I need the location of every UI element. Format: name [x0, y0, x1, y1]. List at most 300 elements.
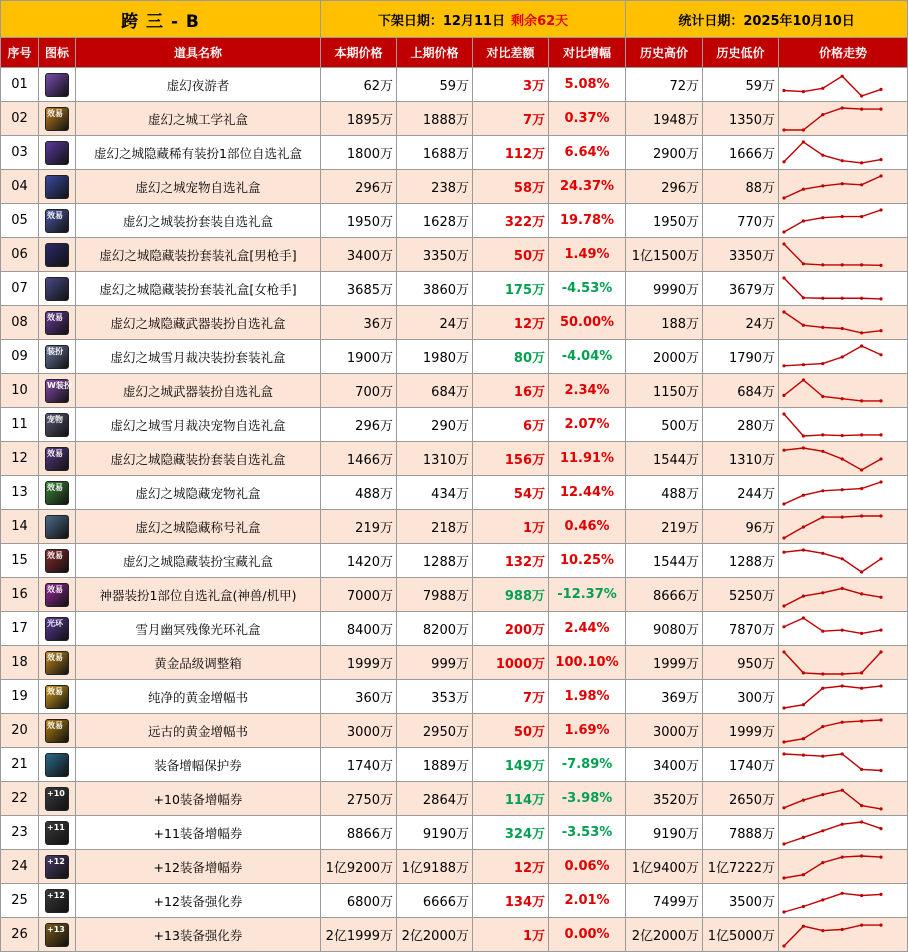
- row-number: 05: [1, 204, 39, 238]
- trend-line: [784, 176, 881, 198]
- trend-point: [841, 788, 844, 791]
- item-icon-cell: [39, 102, 76, 136]
- item-name: 虚幻之城隐藏武器装扮自选礼盒: [76, 306, 321, 340]
- icon-caption: +13: [47, 924, 65, 934]
- table-row: [1, 612, 908, 646]
- trend-line: [784, 346, 881, 366]
- trend-point: [841, 263, 844, 266]
- trend-point: [802, 873, 805, 876]
- trend-point: [879, 768, 882, 771]
- row-number: 19: [1, 680, 39, 714]
- armor-chest-icon: [45, 243, 69, 267]
- row-number: 13: [1, 476, 39, 510]
- price-diff: 80万: [473, 340, 549, 374]
- history-low: 3679万: [703, 272, 779, 306]
- price-diff: 1万: [473, 510, 549, 544]
- trend-point: [821, 754, 824, 757]
- table-row: [1, 68, 908, 102]
- trend-line: [784, 76, 881, 96]
- item-icon-cell: [39, 748, 76, 782]
- trend-point: [841, 488, 844, 491]
- row-number: 11: [1, 408, 39, 442]
- trend-point: [821, 216, 824, 219]
- trend-sparkline: [779, 850, 908, 884]
- trend-point: [802, 446, 805, 449]
- trend-chart: [781, 207, 904, 235]
- change-percent: 10.25%: [549, 544, 626, 578]
- history-high: 1948万: [626, 102, 703, 136]
- previous-price: 353万: [397, 680, 473, 714]
- trend-point: [841, 457, 844, 460]
- row-number: 17: [1, 612, 39, 646]
- icon-caption: 效易: [47, 652, 63, 662]
- trend-point: [802, 904, 805, 907]
- delist-info: [321, 1, 626, 38]
- item-name: 神器装扮1部位自选礼盒(神兽/机甲): [76, 578, 321, 612]
- item-name: 装备增幅保护券: [76, 748, 321, 782]
- col-previous-price: 上期价格: [397, 38, 473, 68]
- trend-point: [821, 672, 824, 675]
- trend-point: [841, 855, 844, 858]
- current-price: 296万: [321, 408, 397, 442]
- trend-point: [841, 672, 844, 675]
- row-number: 18: [1, 646, 39, 680]
- table-row: [1, 238, 908, 272]
- row-number: 07: [1, 272, 39, 306]
- row-number: 15: [1, 544, 39, 578]
- item-icon-cell: [39, 816, 76, 850]
- price-diff: 200万: [473, 612, 549, 646]
- trend-point: [802, 187, 805, 190]
- previous-price: 1889万: [397, 748, 473, 782]
- item-name: +10装备增幅券: [76, 782, 321, 816]
- item-name: 虚幻之城雪月裁决宠物自选礼盒: [76, 408, 321, 442]
- trend-point: [879, 892, 882, 895]
- item-icon-cell: [39, 408, 76, 442]
- change-percent: 2.44%: [549, 612, 626, 646]
- trend-point: [841, 557, 844, 560]
- trend-point: [879, 107, 882, 110]
- current-price: 1亿9200万: [321, 850, 397, 884]
- trend-chart: [781, 139, 904, 167]
- trend-point: [821, 591, 824, 594]
- previous-price: 684万: [397, 374, 473, 408]
- remaining-days: 剩余62天: [511, 13, 569, 29]
- col-no: 序号: [1, 38, 39, 68]
- trend-point: [860, 592, 863, 595]
- trend-chart: [781, 785, 904, 813]
- trend-point: [860, 433, 863, 436]
- trend-point: [879, 399, 882, 402]
- trend-point: [821, 793, 824, 796]
- trend-point: [841, 752, 844, 755]
- row-number: 20: [1, 714, 39, 748]
- trend-point: [821, 449, 824, 452]
- row-number: 23: [1, 816, 39, 850]
- server-title: 跨 三 - B: [1, 1, 321, 38]
- history-high: 2亿2000万: [626, 918, 703, 952]
- trend-point: [841, 586, 844, 589]
- col-trend: 价格走势: [779, 38, 908, 68]
- row-number: 08: [1, 306, 39, 340]
- current-price: 2亿1999万: [321, 918, 397, 952]
- table-row: [1, 510, 908, 544]
- previous-price: 3350万: [397, 238, 473, 272]
- trend-point: [821, 86, 824, 89]
- trend-point: [821, 861, 824, 864]
- item-name: 虚幻之城隐藏宠物礼盒: [76, 476, 321, 510]
- trend-line: [784, 754, 881, 771]
- previous-price: 3860万: [397, 272, 473, 306]
- table-row: [1, 476, 908, 510]
- trend-point: [802, 835, 805, 838]
- trend-point: [821, 515, 824, 518]
- trend-point: [821, 362, 824, 365]
- change-percent: 1.49%: [549, 238, 626, 272]
- trend-point: [860, 686, 863, 689]
- trend-point: [782, 604, 785, 607]
- table-row: [1, 884, 908, 918]
- trend-point: [879, 297, 882, 300]
- table-row: [1, 850, 908, 884]
- history-high: 9080万: [626, 612, 703, 646]
- trend-point: [860, 631, 863, 634]
- stat-label: 统计日期：: [678, 13, 744, 29]
- change-percent: -4.53%: [549, 272, 626, 306]
- trend-point: [802, 90, 805, 93]
- trend-point: [821, 829, 824, 832]
- trend-chart: [781, 343, 904, 371]
- item-name: 虚幻之城宠物自选礼盒: [76, 170, 321, 204]
- icon-caption: 效易: [47, 448, 63, 458]
- item-name: +12装备强化券: [76, 884, 321, 918]
- trend-point: [841, 628, 844, 631]
- stat-date: 2025年10月10日: [743, 13, 855, 29]
- trend-line: [784, 925, 881, 946]
- history-high: 500万: [626, 408, 703, 442]
- icon-caption: +11: [47, 822, 65, 832]
- item-name: +12装备增幅券: [76, 850, 321, 884]
- item-icon-cell: [39, 204, 76, 238]
- previous-price: 238万: [397, 170, 473, 204]
- trend-chart: [781, 445, 904, 473]
- table-row: [1, 170, 908, 204]
- history-low: 1740万: [703, 748, 779, 782]
- change-percent: -3.98%: [549, 782, 626, 816]
- price-diff: 112万: [473, 136, 549, 170]
- trend-point: [860, 263, 863, 266]
- trend-sparkline: [779, 136, 908, 170]
- item-icon-cell: [39, 136, 76, 170]
- stat-info: [626, 1, 908, 38]
- change-percent: 0.00%: [549, 918, 626, 952]
- protection-ticket-icon: [45, 753, 69, 777]
- previous-price: 1628万: [397, 204, 473, 238]
- table-row: [1, 306, 908, 340]
- trend-point: [821, 686, 824, 689]
- trend-sparkline: [779, 68, 908, 102]
- change-percent: -7.89%: [549, 748, 626, 782]
- trend-line: [784, 278, 881, 299]
- trend-sparkline: [779, 680, 908, 714]
- trend-point: [879, 208, 882, 211]
- current-price: 1950万: [321, 204, 397, 238]
- item-name: 虚幻之城隐藏装扮套装礼盒[女枪手]: [76, 272, 321, 306]
- table-row: [1, 340, 908, 374]
- item-name: 虚幻之城隐藏称号礼盒: [76, 510, 321, 544]
- col-current-price: 本期价格: [321, 38, 397, 68]
- trend-point: [879, 87, 882, 90]
- history-low: 88万: [703, 170, 779, 204]
- treasure-chest-icon: [45, 549, 69, 573]
- price-diff: 1000万: [473, 646, 549, 680]
- change-percent: 1.69%: [549, 714, 626, 748]
- price-diff: 7万: [473, 102, 549, 136]
- item-name: 虚幻之城装扮套装自选礼盒: [76, 204, 321, 238]
- column-headers: [1, 38, 908, 68]
- trend-line: [784, 790, 881, 809]
- item-icon-cell: [39, 340, 76, 374]
- item-name: 虚幻之城武器装扮自选礼盒: [76, 374, 321, 408]
- row-number: 14: [1, 510, 39, 544]
- trend-point: [860, 344, 863, 347]
- item-name: 虚幻之城工学礼盒: [76, 102, 321, 136]
- item-icon-cell: [39, 442, 76, 476]
- trend-point: [860, 719, 863, 722]
- table-row: [1, 544, 908, 578]
- trend-point: [782, 364, 785, 367]
- item-icon-cell: [39, 272, 76, 306]
- history-low: 2650万: [703, 782, 779, 816]
- trend-sparkline: [779, 340, 908, 374]
- trend-sparkline: [779, 238, 908, 272]
- chest-icon: [45, 175, 69, 199]
- history-high: 2000万: [626, 340, 703, 374]
- trend-line: [784, 856, 881, 878]
- trend-point: [802, 924, 805, 927]
- history-high: 72万: [626, 68, 703, 102]
- row-number: 24: [1, 850, 39, 884]
- current-price: 8400万: [321, 612, 397, 646]
- chest-icon: [45, 345, 69, 369]
- table-row: [1, 204, 908, 238]
- previous-price: 2864万: [397, 782, 473, 816]
- current-price: 700万: [321, 374, 397, 408]
- trend-sparkline: [779, 714, 908, 748]
- trend-point: [782, 230, 785, 233]
- trend-point: [879, 650, 882, 653]
- trend-sparkline: [779, 306, 908, 340]
- history-high: 1999万: [626, 646, 703, 680]
- trend-sparkline: [779, 646, 908, 680]
- trend-point: [802, 128, 805, 131]
- trend-line: [784, 244, 881, 265]
- history-high: 1亿9400万: [626, 850, 703, 884]
- trend-point: [821, 629, 824, 632]
- history-low: 244万: [703, 476, 779, 510]
- trend-point: [879, 174, 882, 177]
- current-price: 3400万: [321, 238, 397, 272]
- change-percent: 19.78%: [549, 204, 626, 238]
- history-low: 300万: [703, 680, 779, 714]
- previous-price: 1亿9188万: [397, 850, 473, 884]
- trend-sparkline: [779, 476, 908, 510]
- trend-point: [821, 551, 824, 554]
- price-diff: 16万: [473, 374, 549, 408]
- trend-chart: [781, 173, 904, 201]
- item-icon-cell: [39, 510, 76, 544]
- trend-point: [860, 570, 863, 573]
- col-diff: 对比差额: [473, 38, 549, 68]
- history-low: 684万: [703, 374, 779, 408]
- item-icon-cell: [39, 680, 76, 714]
- icon-caption: +10: [47, 788, 65, 798]
- chest-icon: [45, 141, 69, 165]
- price-diff: 156万: [473, 442, 549, 476]
- trend-chart: [781, 615, 904, 643]
- trend-line: [784, 482, 881, 504]
- trend-point: [841, 822, 844, 825]
- current-price: 488万: [321, 476, 397, 510]
- item-name: 虚幻之城隐藏装扮套装礼盒[男枪手]: [76, 238, 321, 272]
- previous-price: 1310万: [397, 442, 473, 476]
- trend-point: [782, 128, 785, 131]
- trend-chart: [781, 649, 904, 677]
- change-percent: -12.37%: [549, 578, 626, 612]
- weapon-chest-icon: [45, 311, 69, 335]
- price-diff: 114万: [473, 782, 549, 816]
- history-high: 219万: [626, 510, 703, 544]
- item-name: 虚幻之城隐藏装扮套装自选礼盒: [76, 442, 321, 476]
- title-bar: [1, 1, 908, 38]
- history-low: 1790万: [703, 340, 779, 374]
- table-row: [1, 816, 908, 850]
- history-low: 24万: [703, 306, 779, 340]
- change-percent: 0.46%: [549, 510, 626, 544]
- price-diff: 3万: [473, 68, 549, 102]
- trend-point: [879, 595, 882, 598]
- price-diff: 1万: [473, 918, 549, 952]
- trend-point: [879, 827, 882, 830]
- trend-point: [841, 515, 844, 518]
- plus13-strengthen-icon: [45, 923, 69, 947]
- item-icon-cell: [39, 238, 76, 272]
- previous-price: 8200万: [397, 612, 473, 646]
- history-low: 770万: [703, 204, 779, 238]
- plus12-ticket-icon: [45, 855, 69, 879]
- trend-chart: [781, 105, 904, 133]
- previous-price: 2950万: [397, 714, 473, 748]
- trend-point: [782, 310, 785, 313]
- item-icon-cell: [39, 782, 76, 816]
- trend-sparkline: [779, 884, 908, 918]
- icon-caption: 效易: [47, 312, 63, 322]
- trend-point: [879, 628, 882, 631]
- previous-price: 434万: [397, 476, 473, 510]
- previous-price: 59万: [397, 68, 473, 102]
- trend-point: [802, 378, 805, 381]
- history-high: 3400万: [626, 748, 703, 782]
- trend-point: [841, 720, 844, 723]
- icon-caption: 效易: [47, 108, 63, 118]
- trend-point: [821, 153, 824, 156]
- trend-point: [782, 160, 785, 163]
- current-price: 296万: [321, 170, 397, 204]
- trend-line: [784, 516, 881, 538]
- table-row: [1, 442, 908, 476]
- item-name: +13装备强化券: [76, 918, 321, 952]
- trend-point: [841, 891, 844, 894]
- trend-line: [784, 618, 881, 633]
- trend-point: [821, 433, 824, 436]
- trend-point: [802, 219, 805, 222]
- trend-point: [782, 276, 785, 279]
- plus12-strengthen-icon: [45, 889, 69, 913]
- icon-caption: 效易: [47, 550, 63, 560]
- row-number: 22: [1, 782, 39, 816]
- trend-chart: [781, 683, 904, 711]
- trend-point: [841, 159, 844, 162]
- chest-icon: [45, 209, 69, 233]
- previous-price: 24万: [397, 306, 473, 340]
- trend-point: [860, 487, 863, 490]
- history-high: 8666万: [626, 578, 703, 612]
- trend-chart: [781, 275, 904, 303]
- current-price: 3685万: [321, 272, 397, 306]
- trend-point: [821, 325, 824, 328]
- icon-caption: 效易: [47, 720, 63, 730]
- trend-point: [802, 296, 805, 299]
- item-name: 远古的黄金增幅书: [76, 714, 321, 748]
- row-number: 12: [1, 442, 39, 476]
- col-history-low: 历史低价: [703, 38, 779, 68]
- item-name: 虚幻夜游者: [76, 68, 321, 102]
- trend-sparkline: [779, 102, 908, 136]
- change-percent: 0.06%: [549, 850, 626, 884]
- history-high: 488万: [626, 476, 703, 510]
- trend-point: [782, 88, 785, 91]
- row-number: 06: [1, 238, 39, 272]
- trend-point: [841, 215, 844, 218]
- change-percent: 11.91%: [549, 442, 626, 476]
- trend-point: [860, 161, 863, 164]
- weapon-chest-icon: [45, 379, 72, 403]
- trend-point: [782, 625, 785, 628]
- current-price: 360万: [321, 680, 397, 714]
- trend-point: [860, 215, 863, 218]
- history-low: 280万: [703, 408, 779, 442]
- history-low: 96万: [703, 510, 779, 544]
- price-diff: 324万: [473, 816, 549, 850]
- price-diff: 50万: [473, 238, 549, 272]
- trend-chart: [781, 479, 904, 507]
- trend-point: [782, 910, 785, 913]
- trend-chart: [781, 853, 904, 881]
- item-icon-cell: [39, 850, 76, 884]
- current-price: 1900万: [321, 340, 397, 374]
- trend-chart: [781, 241, 904, 269]
- price-diff: 6万: [473, 408, 549, 442]
- icon-caption: 效易: [47, 210, 63, 220]
- trend-line: [784, 448, 881, 470]
- trend-point: [841, 106, 844, 109]
- previous-price: 7988万: [397, 578, 473, 612]
- table-row: [1, 646, 908, 680]
- change-percent: -3.53%: [549, 816, 626, 850]
- trend-chart: [781, 377, 904, 405]
- trend-sparkline: [779, 782, 908, 816]
- history-low: 1亿5000万: [703, 918, 779, 952]
